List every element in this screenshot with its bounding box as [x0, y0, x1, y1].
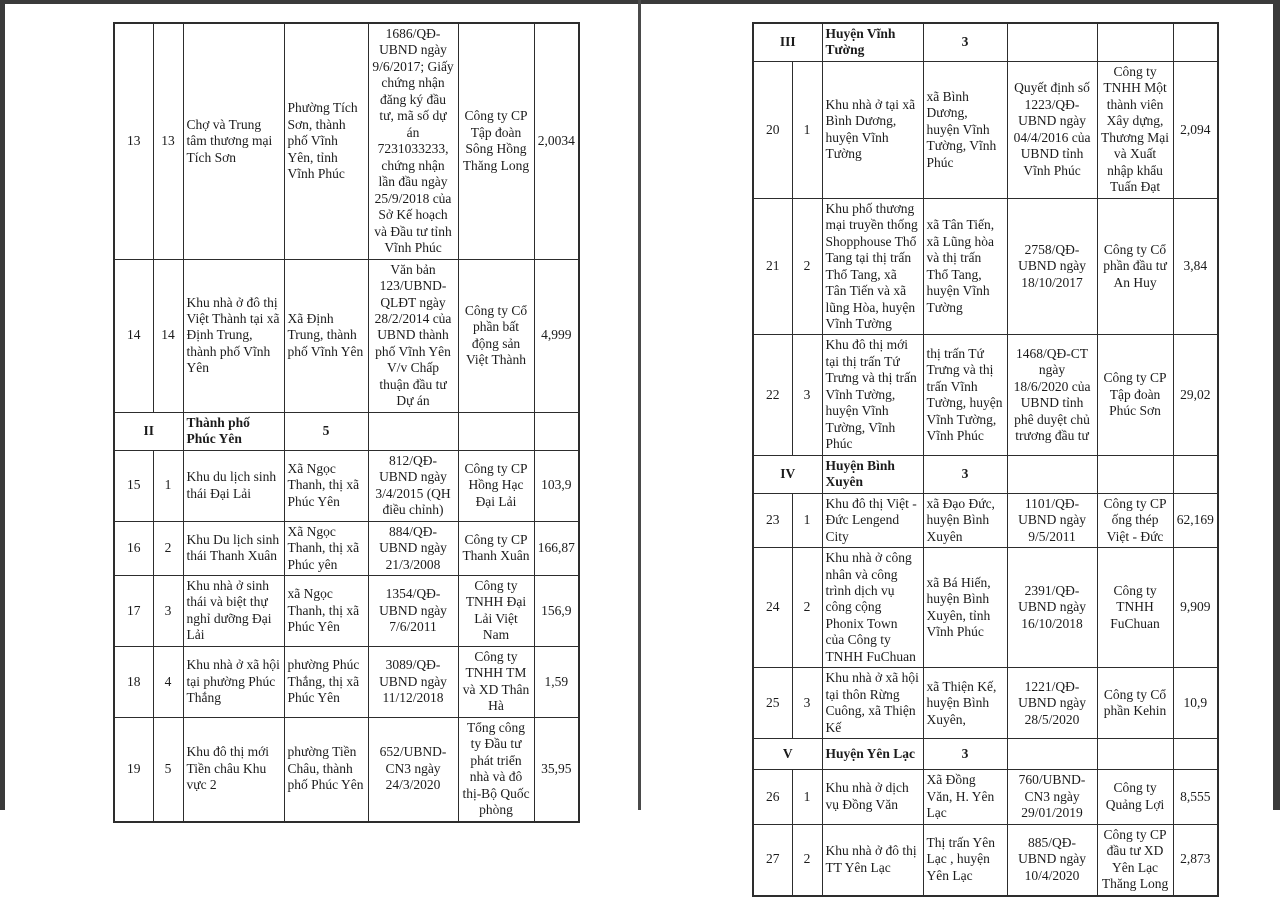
cell-area: 2,0034: [534, 23, 579, 259]
cell-section-roman: III: [753, 23, 822, 61]
table-row: [114, 259, 579, 412]
cell-location: phường Phúc Thắng, thị xã Phúc Yên: [284, 646, 368, 717]
cell-location: Xã Ngọc Thanh, thị xã Phúc Yên: [284, 450, 368, 521]
cell-section-name: Huyện Yên Lạc: [822, 739, 923, 770]
cell-empty: [1007, 739, 1097, 770]
cell-project-name: Khu nhà ở tại xã Bình Dương, huyện Vĩnh Tường: [822, 61, 923, 198]
cell-stt: 26: [753, 770, 792, 824]
cell-project-name: Khu đô thị Việt - Đức Lengend City: [822, 493, 923, 547]
table-row: [753, 548, 1218, 668]
cell-sub-no: 3: [792, 668, 822, 739]
cell-approval-document: 652/UBND-CN3 ngày 24/3/2020: [368, 717, 458, 821]
cell-stt: 19: [114, 717, 153, 821]
cell-approval-document: Văn bản 123/UBND-QLĐT ngày 28/2/2014 của UBND thành phố Vĩnh Yên V/v Chấp thuận đầu tư Dự án: [368, 259, 458, 412]
cell-stt: 15: [114, 450, 153, 521]
cell-approval-document: 1686/QĐ-UBND ngày 9/6/2017; Giấy chứng nhận đăng ký đầu tư, mã số dự án 7231033233, chứng nhận lần đầu ngày 25/9/2018 của Sở Kế hoạch và Đầu tư tỉnh Vĩnh Phúc: [368, 23, 458, 259]
cell-investor: Công ty TNHH FuChuan: [1097, 548, 1173, 668]
cell-stt: 21: [753, 198, 792, 335]
cell-stt: 27: [753, 824, 792, 895]
cell-investor: Công ty CP ống thép Việt - Đức: [1097, 493, 1173, 547]
table-row: [753, 770, 1218, 824]
cell-area: 35,95: [534, 717, 579, 821]
cell-empty: [368, 412, 458, 450]
cell-sub-no: 4: [153, 646, 183, 717]
cell-investor: Công ty TNHH Một thành viên Xây dựng, Thương Mại và Xuất nhập khẩu Tuấn Đạt: [1097, 61, 1173, 198]
cell-project-name: Khu du lịch sinh thái Đại Lải: [183, 450, 284, 521]
project-table-right-body: [753, 23, 1218, 896]
cell-empty: [1007, 455, 1097, 493]
page-right: [641, 4, 1273, 892]
cell-investor: Công ty CP Thanh Xuân: [458, 521, 534, 575]
cell-project-name: Khu nhà ở đô thị Việt Thành tại xã Định Trung, thành phố Vĩnh Yên: [183, 259, 284, 412]
cell-approval-document: 885/QĐ-UBND ngày 10/4/2020: [1007, 824, 1097, 895]
cell-sub-no: 1: [792, 493, 822, 547]
cell-area: 156,9: [534, 576, 579, 647]
cell-area: 3,84: [1173, 198, 1218, 335]
cell-empty: [458, 412, 534, 450]
cell-section-name: Huyện Bình Xuyên: [822, 455, 923, 493]
cell-section-count: 3: [923, 23, 1007, 61]
cell-investor: Công ty TNHH TM và XD Thân Hà: [458, 646, 534, 717]
cell-approval-document: 2391/QĐ-UBND ngày 16/10/2018: [1007, 548, 1097, 668]
cell-location: xã Thiện Kế, huyện Bình Xuyên,: [923, 668, 1007, 739]
cell-project-name: Khu đô thị mới tại thị trấn Tứ Trưng và thị trấn Vĩnh Tường, huyện Vĩnh Tường, Vĩnh Phúc: [822, 335, 923, 455]
cell-project-name: Chợ và Trung tâm thương mại Tích Sơn: [183, 23, 284, 259]
project-table-left: [113, 22, 580, 823]
table-row: [114, 23, 579, 259]
table-row: [753, 198, 1218, 335]
cell-area: 166,87: [534, 521, 579, 575]
section-row: [753, 739, 1218, 770]
cell-location: xã Tân Tiến, xã Lũng hòa và thị trấn Thổ Tang, huyện Vĩnh Tường: [923, 198, 1007, 335]
cell-stt: 20: [753, 61, 792, 198]
cell-section-name: Huyện Vĩnh Tường: [822, 23, 923, 61]
cell-location: phường Tiền Châu, thành phố Phúc Yên: [284, 717, 368, 821]
cell-project-name: Khu nhà ở công nhân và công trình dịch vụ công cộng Phonix Town của Công ty TNHH FuChuan: [822, 548, 923, 668]
cell-stt: 13: [114, 23, 153, 259]
cell-section-count: 3: [923, 455, 1007, 493]
cell-project-name: Khu phố thương mại truyền thống Shopphouse Thổ Tang tại thị trấn Thổ Tang, xã Tân Tiến và xã lũng Hòa, huyện Vĩnh Tường: [822, 198, 923, 335]
cell-location: thị trấn Tứ Trưng và thị trấn Vĩnh Tường, huyện Vĩnh Tường, Vĩnh Phúc: [923, 335, 1007, 455]
cell-approval-document: 1354/QĐ-UBND ngày 7/6/2011: [368, 576, 458, 647]
cell-section-roman: II: [114, 412, 183, 450]
table-row: [114, 646, 579, 717]
cell-section-roman: IV: [753, 455, 822, 493]
cell-empty: [1173, 739, 1218, 770]
viewer-right-edge: [1273, 0, 1280, 810]
cell-stt: 16: [114, 521, 153, 575]
cell-investor: Công ty CP đầu tư XD Yên Lạc Thăng Long: [1097, 824, 1173, 895]
table-row: [114, 576, 579, 647]
cell-stt: 25: [753, 668, 792, 739]
cell-area: 10,9: [1173, 668, 1218, 739]
cell-empty: [1097, 455, 1173, 493]
cell-section-roman: V: [753, 739, 822, 770]
cell-stt: 18: [114, 646, 153, 717]
cell-investor: Công ty CP Hồng Hạc Đại Lải: [458, 450, 534, 521]
cell-stt: 23: [753, 493, 792, 547]
cell-area: 62,169: [1173, 493, 1218, 547]
cell-sub-no: 3: [792, 335, 822, 455]
cell-empty: [1173, 23, 1218, 61]
cell-empty: [1173, 455, 1218, 493]
table-row: [753, 824, 1218, 895]
cell-sub-no: 14: [153, 259, 183, 412]
cell-location: Xã Ngọc Thanh, thị xã Phúc yên: [284, 521, 368, 575]
cell-approval-document: 884/QĐ-UBND ngày 21/3/2008: [368, 521, 458, 575]
cell-project-name: Khu đô thị mới Tiền châu Khu vực 2: [183, 717, 284, 821]
cell-investor: Công ty CP Tập đoàn Sông Hồng Thăng Long: [458, 23, 534, 259]
cell-investor: Công ty CP Tập đoàn Phúc Sơn: [1097, 335, 1173, 455]
cell-sub-no: 2: [792, 198, 822, 335]
cell-stt: 24: [753, 548, 792, 668]
cell-area: 103,9: [534, 450, 579, 521]
cell-location: xã Đạo Đức, huyện Bình Xuyên: [923, 493, 1007, 547]
table-row: [753, 668, 1218, 739]
cell-area: 9,909: [1173, 548, 1218, 668]
cell-empty: [1007, 23, 1097, 61]
cell-sub-no: 1: [153, 450, 183, 521]
cell-location: Xã Đồng Văn, H. Yên Lạc: [923, 770, 1007, 824]
cell-sub-no: 5: [153, 717, 183, 821]
cell-investor: Công ty Cổ phần đầu tư An Huy: [1097, 198, 1173, 335]
cell-area: 2,873: [1173, 824, 1218, 895]
cell-sub-no: 1: [792, 770, 822, 824]
cell-project-name: Khu nhà ở dịch vụ Đồng Văn: [822, 770, 923, 824]
cell-approval-document: 1468/QĐ-CT ngày 18/6/2020 của UBND tỉnh phê duyệt chủ trương đầu tư: [1007, 335, 1097, 455]
cell-investor: Công ty Cổ phần Kehin: [1097, 668, 1173, 739]
table-row: [753, 493, 1218, 547]
cell-sub-no: 2: [792, 548, 822, 668]
cell-approval-document: 2758/QĐ-UBND ngày 18/10/2017: [1007, 198, 1097, 335]
cell-section-name: Thành phố Phúc Yên: [183, 412, 284, 450]
cell-location: xã Bình Dương, huyện Vĩnh Tường, Vĩnh Phúc: [923, 61, 1007, 198]
cell-approval-document: 760/UBND-CN3 ngày 29/01/2019: [1007, 770, 1097, 824]
cell-stt: 14: [114, 259, 153, 412]
cell-approval-document: 1221/QĐ-UBND ngày 28/5/2020: [1007, 668, 1097, 739]
cell-sub-no: 3: [153, 576, 183, 647]
cell-location: Thị trấn Yên Lạc , huyện Yên Lạc: [923, 824, 1007, 895]
cell-project-name: Khu nhà ở xã hội tại phường Phúc Thắng: [183, 646, 284, 717]
cell-location: xã Bá Hiến, huyện Bình Xuyên, tỉnh Vĩnh Phúc: [923, 548, 1007, 668]
cell-empty: [534, 412, 579, 450]
cell-project-name: Khu nhà ở đô thị TT Yên Lạc: [822, 824, 923, 895]
cell-empty: [1097, 23, 1173, 61]
cell-area: 1,59: [534, 646, 579, 717]
cell-investor: Tổng công ty Đầu tư phát triển nhà và đô thị-Bộ Quốc phòng: [458, 717, 534, 821]
cell-area: 2,094: [1173, 61, 1218, 198]
section-row: [753, 23, 1218, 61]
cell-sub-no: 2: [153, 521, 183, 575]
cell-section-count: 3: [923, 739, 1007, 770]
cell-sub-no: 1: [792, 61, 822, 198]
cell-project-name: Khu nhà ở sinh thái và biệt thự nghỉ dưỡng Đại Lải: [183, 576, 284, 647]
table-row: [753, 61, 1218, 198]
cell-sub-no: 13: [153, 23, 183, 259]
cell-sub-no: 2: [792, 824, 822, 895]
table-row: [753, 335, 1218, 455]
cell-location: xã Ngọc Thanh, thị xã Phúc Yên: [284, 576, 368, 647]
page-left: [5, 4, 638, 818]
cell-approval-document: 3089/QĐ-UBND ngày 11/12/2018: [368, 646, 458, 717]
section-row: [753, 455, 1218, 493]
cell-section-count: 5: [284, 412, 368, 450]
cell-location: Phường Tích Sơn, thành phố Vĩnh Yên, tỉnh Vĩnh Phúc: [284, 23, 368, 259]
cell-area: 8,555: [1173, 770, 1218, 824]
table-row: [114, 450, 579, 521]
section-row: [114, 412, 579, 450]
cell-approval-document: 812/QĐ-UBND ngày 3/4/2015 (QH điều chỉnh): [368, 450, 458, 521]
cell-approval-document: Quyết định số 1223/QĐ-UBND ngày 04/4/2016 của UBND tỉnh Vĩnh Phúc: [1007, 61, 1097, 198]
cell-approval-document: 1101/QĐ-UBND ngày 9/5/2011: [1007, 493, 1097, 547]
cell-stt: 22: [753, 335, 792, 455]
cell-empty: [1097, 739, 1173, 770]
cell-investor: Công ty Cổ phần bất động sản Việt Thành: [458, 259, 534, 412]
table-row: [114, 521, 579, 575]
cell-area: 4,999: [534, 259, 579, 412]
project-table-right: [752, 22, 1219, 897]
cell-project-name: Khu Du lịch sinh thái Thanh Xuân: [183, 521, 284, 575]
cell-investor: Công ty TNHH Đại Lải Việt Nam: [458, 576, 534, 647]
cell-project-name: Khu nhà ở xã hội tại thôn Rừng Cuông, xã Thiện Kế: [822, 668, 923, 739]
cell-location: Xã Định Trung, thành phố Vĩnh Yên: [284, 259, 368, 412]
cell-investor: Công ty Quảng Lợi: [1097, 770, 1173, 824]
project-table-left-body: [114, 23, 579, 822]
table-row: [114, 717, 579, 821]
cell-stt: 17: [114, 576, 153, 647]
cell-area: 29,02: [1173, 335, 1218, 455]
